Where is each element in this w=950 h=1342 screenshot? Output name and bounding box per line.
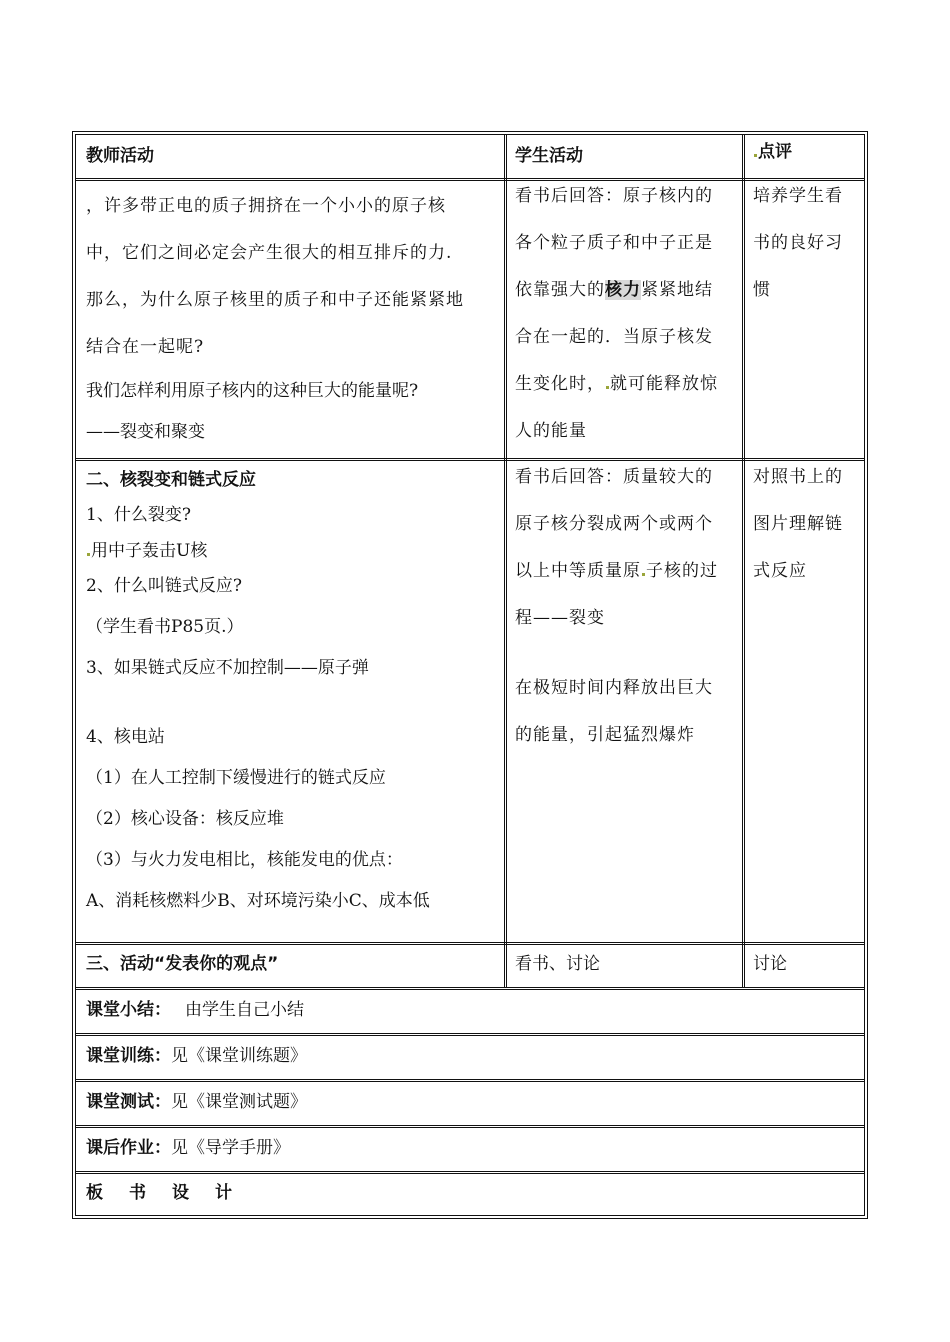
question-line: 4、核电站 (86, 727, 165, 747)
header-student-activity: 学生活动 (515, 146, 583, 166)
row2-comment-line: 对照书上的 (753, 467, 843, 487)
row1-teacher-line: ，许多带正电的质子拥挤在一个小小的原子核 (86, 196, 446, 216)
advantages-line: A、消耗核燃料少B、对环境污染小C、成本低 (86, 891, 430, 911)
text-segment: 以上中等质量原 (515, 561, 641, 581)
row2-comment-line: 式反应 (753, 561, 807, 581)
row1-teacher-cell (86, 183, 464, 453)
row1-teacher-line: 那么，为什么原子核里的质子和中子还能紧紧地 (86, 290, 464, 310)
list-item: （1）在人工控制下缓慢进行的链式反应 (86, 768, 386, 788)
note-line: （学生看书P85页.） (86, 617, 244, 637)
row2-student-line: 在极短时间内释放出巨大 (515, 678, 713, 698)
row1-comment-cell (753, 173, 843, 314)
row2-student-cell (515, 454, 718, 759)
text-segment: 依靠强大的 (515, 280, 605, 300)
board-design-char: 设 (172, 1183, 189, 1203)
row-divider (76, 942, 864, 945)
question-line: 2、什么叫链式反应? (86, 576, 242, 596)
row-divider (76, 987, 864, 990)
row1-teacher-line: 结合在一起呢? (86, 337, 205, 357)
column-divider (504, 135, 507, 987)
header-comment (753, 137, 792, 162)
text-segment: 紧紧地结 (641, 280, 713, 300)
row1-student-line (515, 267, 718, 314)
summary-row (86, 995, 304, 1020)
text-segment: 生变化时， (515, 374, 605, 394)
test-row (86, 1087, 307, 1112)
row1-teacher-line: 中，它们之间必定会产生很大的相互排斥的力. (86, 243, 453, 263)
list-item: （2）核心设备：核反应堆 (86, 809, 284, 829)
column-divider (742, 135, 745, 987)
header-teacher-activity: 教师活动 (86, 146, 154, 166)
table-inner-border (75, 134, 865, 1216)
row1-student-line: 各个粒子质子和中子正是 (515, 233, 713, 253)
header-comment-label: 点评 (758, 142, 792, 162)
text-segment: 子核的过 (646, 561, 718, 581)
row1-comment-line: 书的良好习 (753, 233, 843, 253)
board-design-char: 板 (86, 1183, 103, 1203)
row3-student: 看书、讨论 (515, 954, 600, 974)
row3-title: 三、活动“发表你的观点” (86, 954, 279, 974)
question-line: 1、什么裂变? (86, 505, 191, 525)
training-row (86, 1041, 307, 1066)
row-divider (76, 178, 864, 181)
training-value: 见《课堂训练题》 (171, 1046, 307, 1066)
row1-student-cell (515, 173, 718, 455)
board-design-char: 计 (215, 1183, 232, 1203)
homework-value: 见《导学手册》 (171, 1138, 290, 1158)
summary-value: 由学生自己小结 (185, 1000, 304, 1020)
row2-student-line (515, 548, 718, 595)
row2-student-line: 的能量，引起猛烈爆炸 (515, 725, 695, 745)
question-line: 3、如果链式反应不加控制——原子弹 (86, 658, 369, 678)
row1-comment-line: 培养学生看 (753, 186, 843, 206)
homework-row (86, 1133, 290, 1158)
row2-student-line: 程——裂变 (515, 608, 605, 628)
row2-comment-line: 图片理解链 (753, 514, 843, 534)
row-divider (76, 1171, 864, 1174)
row1-student-line: 人的能量 (515, 421, 587, 441)
board-design-heading (86, 1178, 258, 1203)
answer-line (86, 536, 430, 566)
row-divider (76, 1125, 864, 1128)
summary-label: 课堂小结： (86, 1000, 171, 1020)
test-value: 见《课堂测试题》 (171, 1092, 307, 1112)
section-title: 二、核裂变和链式反应 (86, 470, 256, 490)
lesson-plan-table (72, 131, 868, 1219)
row1-student-line (515, 361, 718, 408)
row3-comment: 讨论 (753, 954, 787, 974)
row2-teacher-cell (86, 465, 430, 922)
board-design-char: 书 (129, 1183, 146, 1203)
homework-label: 课后作业： (86, 1138, 171, 1158)
row1-teacher-line: ——裂变和聚变 (86, 422, 205, 442)
training-label: 课堂训练： (86, 1046, 171, 1066)
row-divider (76, 1079, 864, 1082)
text-segment: 用中子轰击U核 (91, 541, 208, 561)
row-divider (76, 1033, 864, 1036)
row2-comment-cell (753, 454, 843, 595)
row1-student-line: 看书后回答：原子核内的 (515, 186, 713, 206)
highlighted-term: 核力 (605, 280, 641, 300)
row-divider (76, 458, 864, 461)
row1-teacher-line: 我们怎样利用原子核内的这种巨大的能量呢? (86, 381, 419, 401)
row1-comment-line: 惯 (753, 280, 771, 300)
row1-student-line: 合在一起的．当原子核发 (515, 327, 713, 347)
list-item: （3）与火力发电相比，核能发电的优点： (86, 850, 403, 870)
row2-student-line: 原子核分裂成两个或两个 (515, 514, 713, 534)
row2-student-line: 看书后回答：质量较大的 (515, 467, 713, 487)
test-label: 课堂测试： (86, 1092, 171, 1112)
text-segment: 就可能释放惊 (610, 374, 718, 394)
